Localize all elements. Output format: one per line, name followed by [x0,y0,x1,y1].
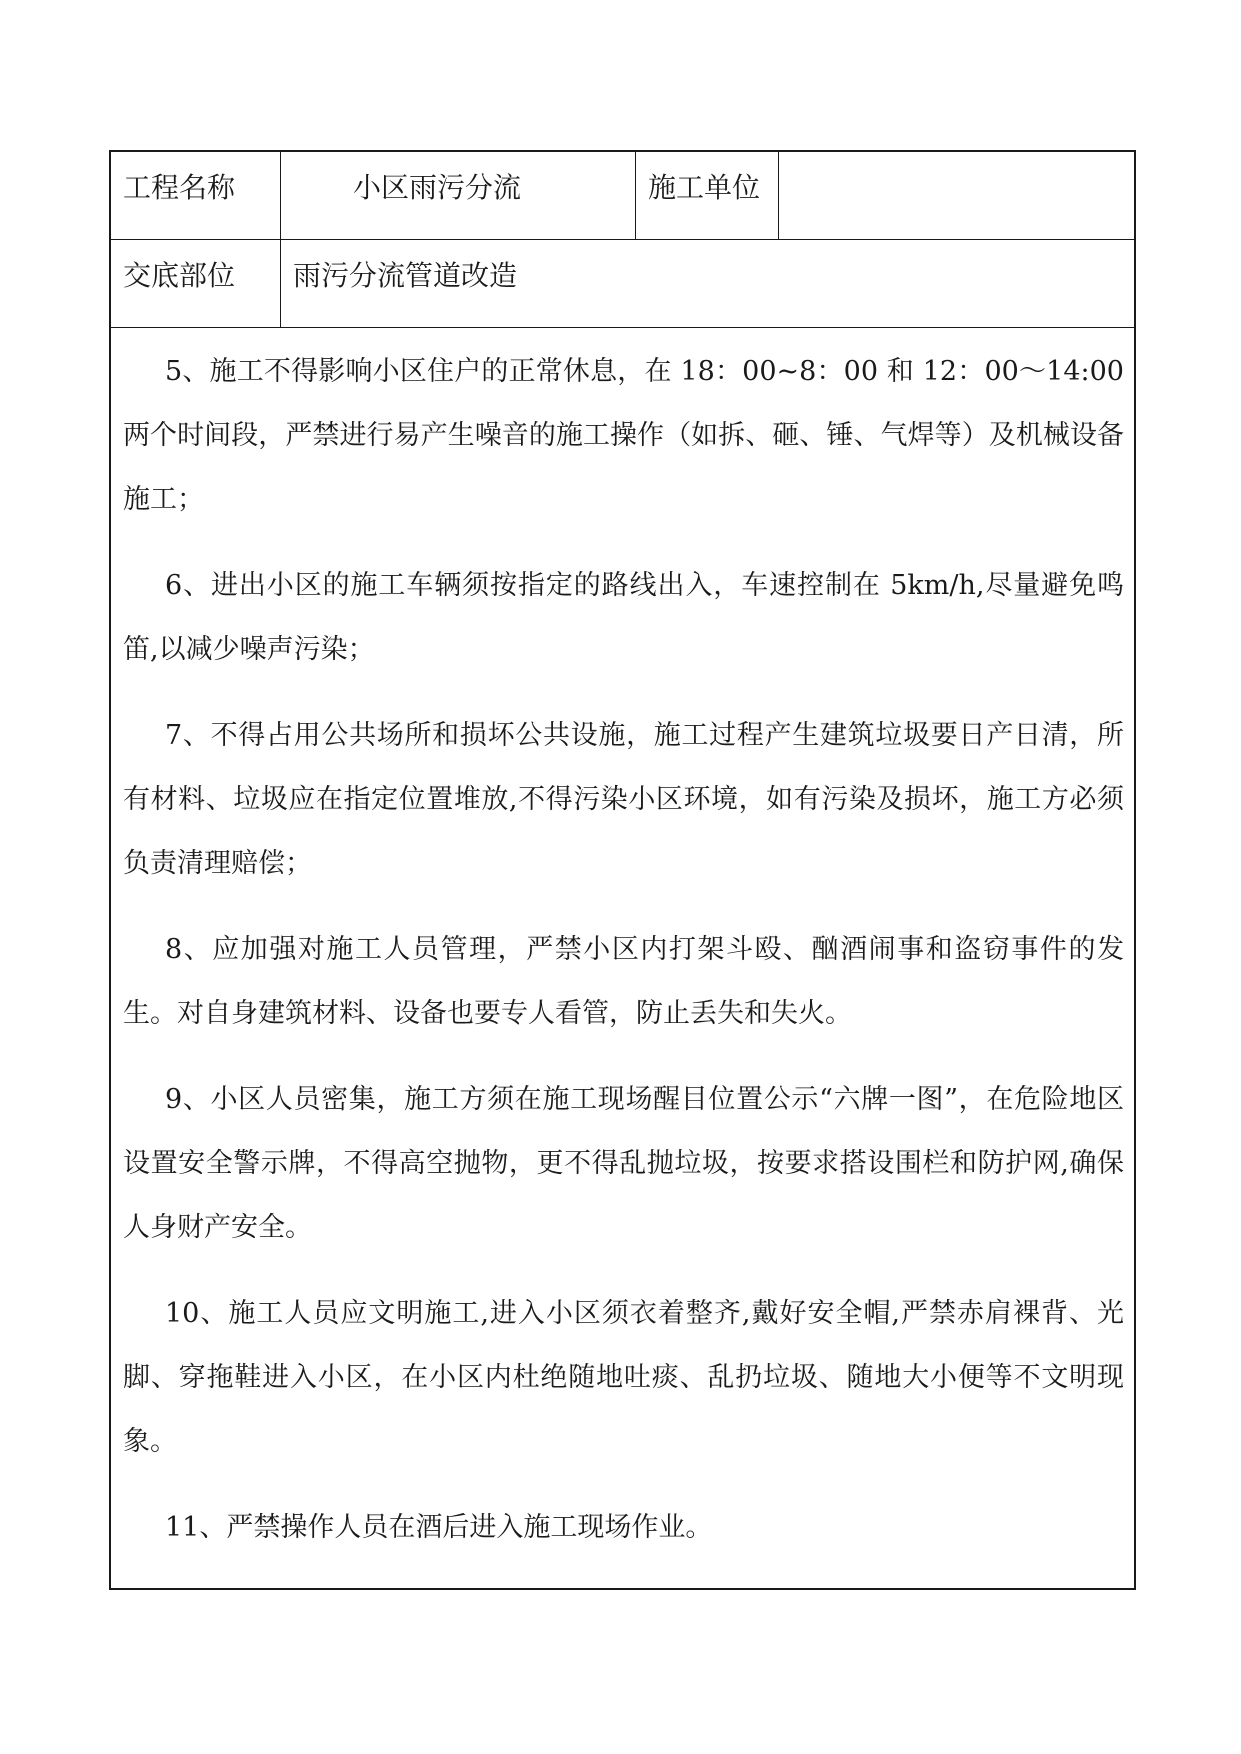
header-row-part [111,240,1134,328]
paragraph-item-9: 9、小区人员密集，施工方须在施工现场醒目位置公示“六牌一图”，在危险地区设置安全警示牌，不得高空抛物，更不得乱抛垃圾，按要求搭设围栏和防护网,确保人身财产安全。 [123,1084,1124,1243]
project-name-value: 小区雨污分流 [281,152,636,239]
project-name-label: 工程名称 [111,152,281,239]
paragraph-item-8: 8、应加强对施工人员管理，严禁小区内打架斗殴、酗酒闹事和盗窃事件的发生。对自身建筑材料、设备也要专人看管，防止丢失和失火。 [123,934,1124,1029]
disclosure-content [123,328,1124,1588]
disclosure-part-value: 雨污分流管道改造 [293,259,518,292]
header-row-project [111,152,1134,240]
paragraph-item-6: 6、进出小区的施工车辆须按指定的路线出入，车速控制在 5km/h,尽量避免鸣笛,以减少噪声污染； [123,570,1124,665]
contractor-value [779,152,1134,239]
paragraph-item-5: 5、施工不得影响小区住户的正常休息，在 18：00~8：00 和 12：00～14:00 两个时间段，严禁进行易产生噪音的施工操作（如拆、砸、锤、气焊等）及机械设备施工； [123,356,1124,515]
disclosure-part-label: 交底部位 [111,240,281,327]
contractor-label: 施工单位 [636,152,779,239]
paragraph-item-11: 11、严禁操作人员在酒后进入施工现场作业。 [165,1512,713,1543]
paragraph-item-10: 10、施工人员应文明施工,进入小区须衣着整齐,戴好安全帽,严禁赤肩裸背、光脚、穿拖鞋进入小区，在小区内杜绝随地吐痰、乱扔垃圾、随地大小便等不文明现象。 [123,1298,1124,1457]
paragraph-item-7: 7、不得占用公共场所和损坏公共设施，施工过程产生建筑垃圾要日产日清，所有材料、垃圾应在指定位置堆放,不得污染小区环境，如有污染及损坏，施工方必须负责清理赔偿； [123,720,1124,879]
disclosure-form-table [109,150,1136,1590]
